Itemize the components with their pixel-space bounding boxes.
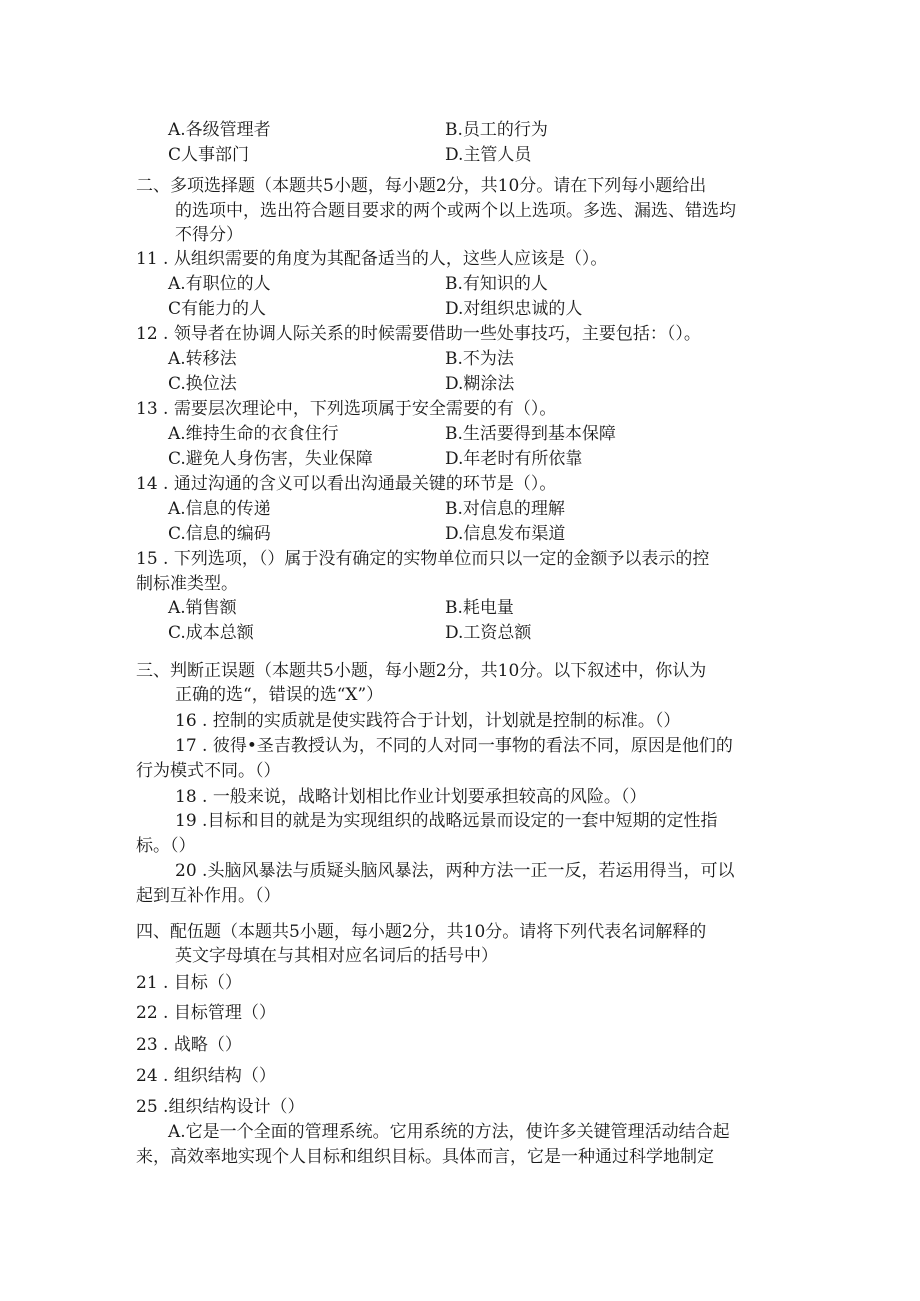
question-19: 19 .目标和目的就是为实现组织的战略远景而设定的一套中短期的定性指 (175, 811, 718, 831)
question-14: 14 . 通过沟通的含义可以看出沟通最关键的环节是（）。 (136, 474, 557, 494)
definition-a: A.它是一个全面的管理系统。它用系统的方法，使许多关键管理活动结合起 (168, 1122, 730, 1142)
q14-option-row-2 (168, 523, 768, 545)
option-d: D.工资总额 (445, 623, 532, 643)
option-a: A.各级管理者 (168, 120, 271, 140)
section2-heading: 二、多项选择题（本题共5小题，每小题2分，共10分。请在下列每小题给出 (136, 176, 707, 196)
q12-option-row-1 (168, 348, 768, 370)
option-c: C.信息的编码 (168, 524, 271, 544)
option-b: B.耗电量 (445, 598, 514, 618)
question-20-cont: 起到互补作用。（） (136, 886, 281, 906)
question-11: 11 . 从组织需要的角度为其配备适当的人，这些人应该是（）。 (136, 249, 608, 269)
option-a: A.维持生命的衣食住行 (168, 424, 339, 444)
question-24: 24 . 组织结构（） (136, 1066, 276, 1086)
section4-heading-cont: 英文字母填在与其相对应名词后的括号中） (175, 946, 498, 966)
option-d: D.对组织忠诚的人 (445, 299, 583, 319)
question-25: 25 .组织结构设计（） (136, 1097, 305, 1117)
q11-option-row-2 (168, 298, 768, 320)
option-d: D.年老时有所依靠 (445, 449, 583, 469)
option-d: D.信息发布渠道 (445, 524, 566, 544)
section3-heading-cont: 正确的选“，错误的选“X”） (175, 685, 384, 705)
option-d: D.主管人员 (445, 145, 532, 165)
section3-heading: 三、判断正误题（本题共5小题，每小题2分，共10分。以下叙述中，你认为 (136, 661, 707, 681)
q14-option-row-1 (168, 498, 768, 520)
q11-option-row-1 (168, 273, 768, 295)
question-21: 21 . 目标（） (136, 973, 242, 993)
question-23: 23 . 战略（） (136, 1035, 242, 1055)
option-b: B.对信息的理解 (445, 499, 565, 519)
option-c: C.避免人身伤害，失业保障 (168, 449, 373, 469)
option-a: A.销售额 (168, 598, 237, 618)
section4-heading: 四、配伍题（本题共5小题，每小题2分，共10分。请将下列代表名词解释的 (136, 922, 707, 942)
section2-heading-cont2: 不得分） (175, 225, 243, 245)
question-22: 22 . 目标管理（） (136, 1003, 276, 1023)
option-a: A.信息的传递 (168, 499, 271, 519)
question-15-cont: 制标准类型。 (136, 574, 238, 594)
question-20: 20 .头脑风暴法与质疑头脑风暴法，两种方法一正一反，若运用得当，可以 (175, 861, 735, 881)
q13-option-row-2 (168, 448, 768, 470)
option-b: B.员工的行为 (445, 120, 548, 140)
option-c: C.换位法 (168, 374, 237, 394)
question-17: 17 . 彼得•圣吉教授认为，不同的人对同一事物的看法不同，原因是他们的 (175, 736, 733, 756)
option-c: C.成本总额 (168, 623, 254, 643)
question-15: 15 . 下列选项，（）属于没有确定的实物单位而只以一定的金额予以表示的控 (136, 549, 710, 569)
q12-option-row-2 (168, 373, 768, 395)
q10-option-row-2 (168, 144, 768, 166)
option-b: B.有知识的人 (445, 274, 548, 294)
option-a: A.转移法 (168, 349, 237, 369)
option-b: B.生活要得到基本保障 (445, 424, 616, 444)
question-17-cont: 行为模式不同。（） (136, 761, 281, 781)
question-12: 12 . 领导者在协调人际关系的时候需要借助一些处事技巧，主要包括：（）。 (136, 324, 701, 344)
option-a: A.有职位的人 (168, 274, 271, 294)
question-16: 16 . 控制的实质就是使实践符合于计划，计划就是控制的标准。（） (175, 711, 681, 731)
definition-a-cont: 来，高效率地实现个人目标和组织目标。具体而言，它是一种通过科学地制定 (136, 1147, 714, 1167)
q15-option-row-2 (168, 622, 768, 644)
option-c: C有能力的人 (168, 299, 267, 319)
question-19-cont: 标。（） (136, 836, 196, 856)
q15-option-row-1 (168, 597, 768, 619)
question-13: 13 . 需要层次理论中，下列选项属于安全需要的有（）。 (136, 399, 557, 419)
option-d: D.糊涂法 (445, 374, 515, 394)
option-c: C人事部门 (168, 145, 250, 165)
q10-option-row-1 (168, 119, 768, 141)
question-18: 18 . 一般来说，战略计划相比作业计划要承担较高的风险。（） (175, 787, 647, 807)
q13-option-row-1 (168, 423, 768, 445)
section2-heading-cont: 的选项中，选出符合题目要求的两个或两个以上选项。多选、漏选、错选均 (175, 201, 736, 221)
option-b: B.不为法 (445, 349, 514, 369)
